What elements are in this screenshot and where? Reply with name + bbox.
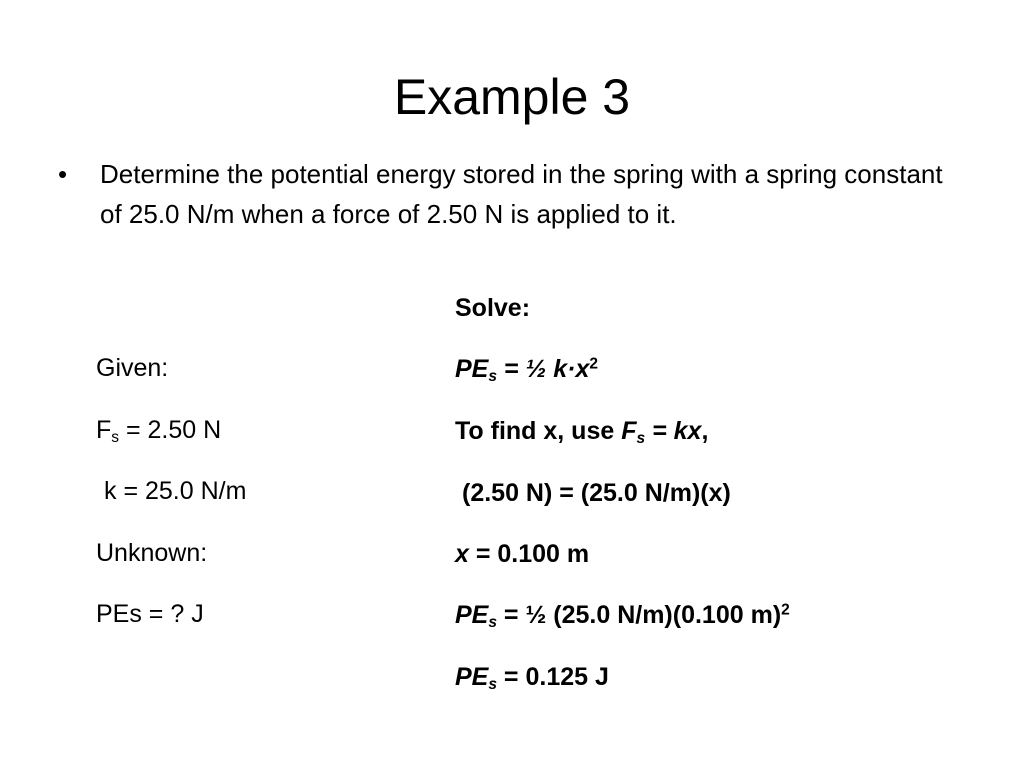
x-result-line (455, 537, 589, 571)
pe-formula-exponent: 2 (589, 355, 599, 373)
pe2-expression: = ½ (25.0 N/m)(0.100 m) (496, 601, 782, 629)
slide-title: Example 3 (393, 69, 631, 125)
given-force-line (96, 413, 221, 447)
pe-formula (455, 352, 598, 386)
substitution-line: (2.50 N) = (25.0 N/m)(x) (462, 479, 731, 507)
pe2-symbol: PE (455, 601, 489, 629)
final-pe-subscript: s (488, 675, 497, 693)
pe-formula-rhs: = ½ k·x (496, 355, 590, 383)
given-heading: Given: (96, 354, 169, 382)
pe-symbol: PE (455, 355, 489, 383)
force-value: = 2.50 N (119, 416, 222, 444)
final-answer-line (455, 660, 609, 694)
solve-heading: Solve: (455, 294, 531, 322)
final-pe-symbol: PE (455, 663, 489, 691)
x-result-value: = 0.100 m (468, 540, 590, 568)
given-spring-constant: k = 25.0 N/m (104, 477, 247, 505)
pe-substitution-line (455, 598, 790, 632)
find-x-line (455, 414, 708, 448)
find-x-comma: , (701, 417, 709, 445)
hooke-force-symbol: F (621, 417, 637, 445)
pe2-exponent: 2 (781, 601, 790, 619)
find-x-prefix: To find x, use (455, 417, 622, 445)
pe-subscript: s (488, 367, 497, 385)
hooke-force-subscript: s (636, 429, 646, 447)
problem-text: Determine the potential energy stored in the spring with a spring constant of 25.0 N/m when a force of 2.50 N is applied to it. (100, 159, 943, 229)
unknown-pes: PEs = ? J (96, 600, 204, 628)
hooke-equation: = kx (645, 417, 702, 445)
pe2-subscript: s (488, 613, 497, 631)
unknown-heading: Unknown: (96, 539, 208, 567)
force-subscript: s (111, 428, 120, 446)
final-answer-value: = 0.125 J (496, 663, 609, 691)
x-variable: x (455, 540, 469, 568)
force-symbol: F (96, 416, 112, 444)
bullet-icon: • (58, 159, 68, 189)
